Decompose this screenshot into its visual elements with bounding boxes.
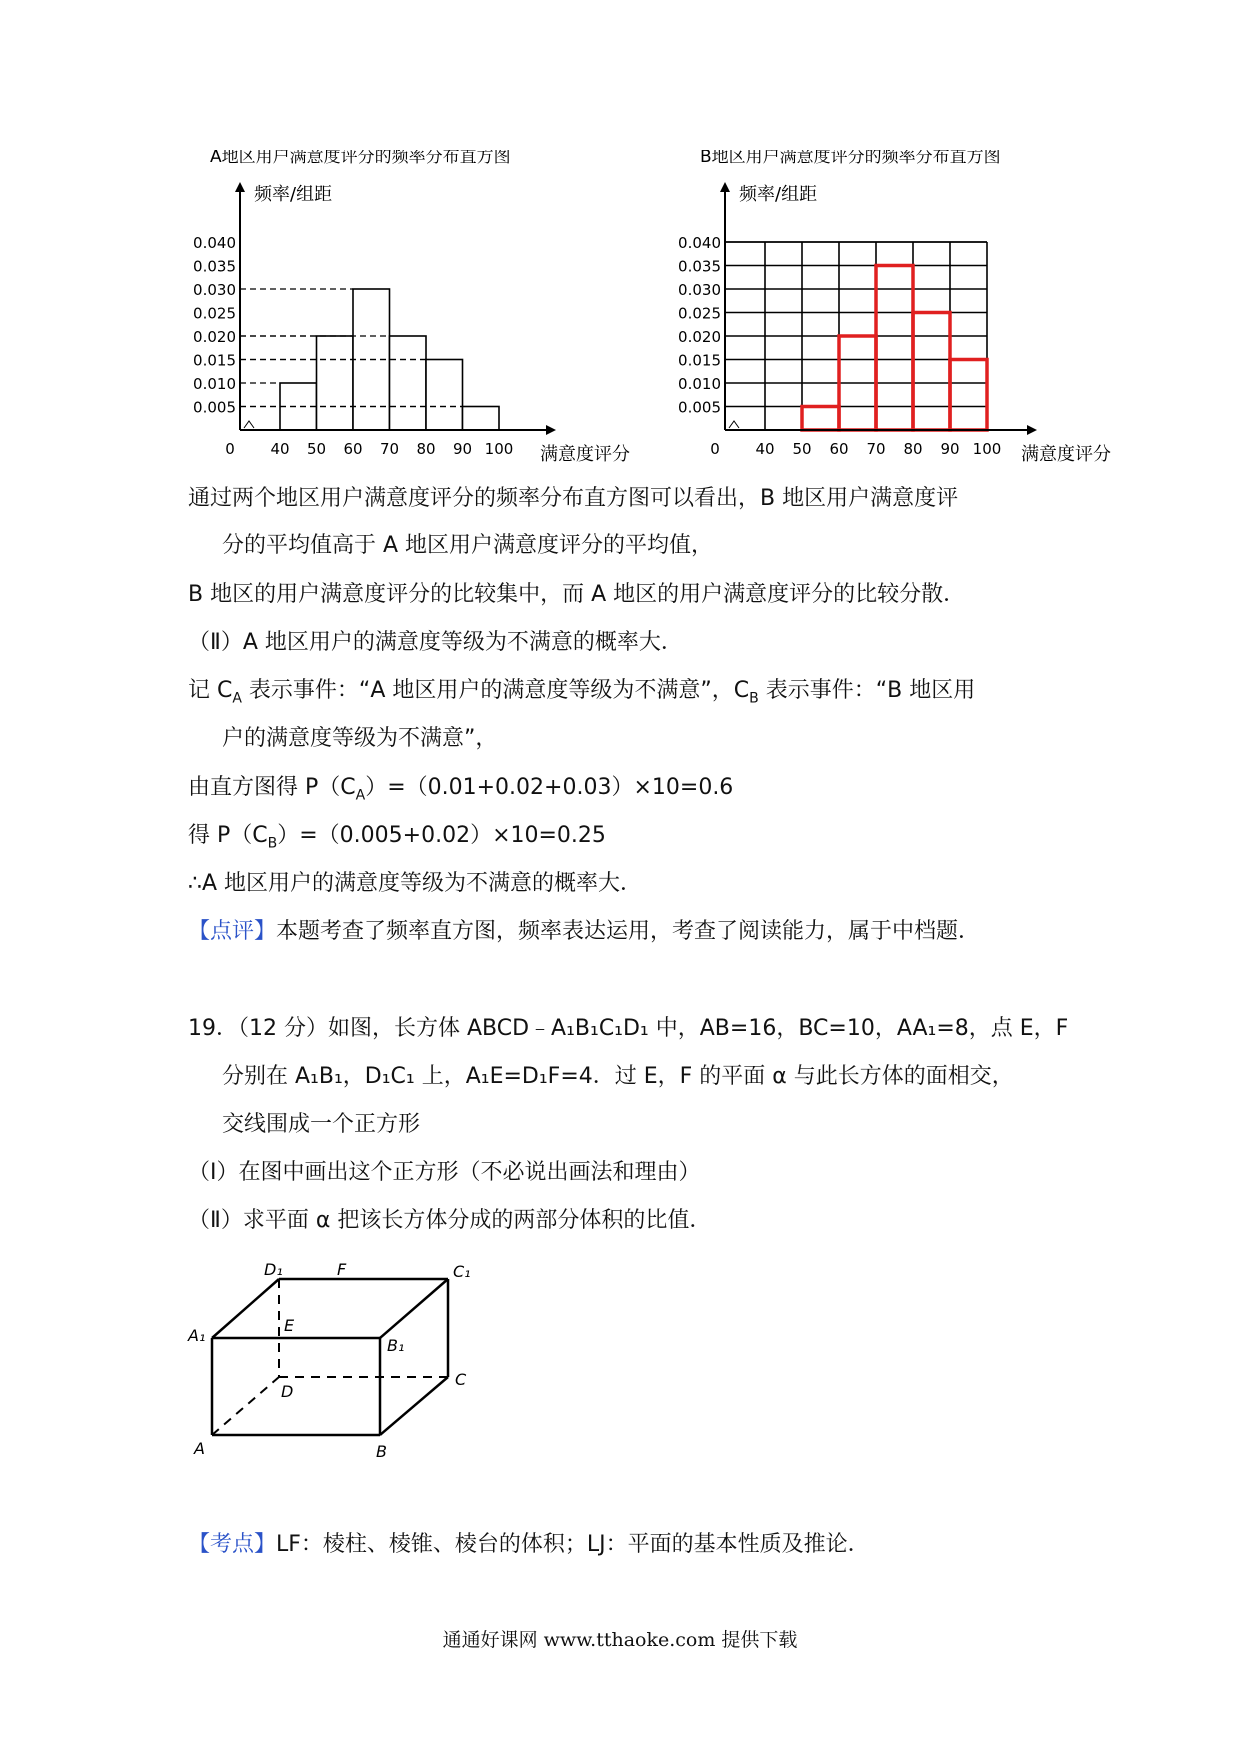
cuboid-svg bbox=[180, 1255, 500, 1465]
question-19-part-1: （Ⅰ）在图中画出这个正方形（不必说出画法和理由） bbox=[188, 1160, 701, 1185]
y-tick-label: 0.015 bbox=[678, 351, 721, 370]
label-b1: B₁ bbox=[387, 1336, 405, 1355]
y-tick-label: 0.025 bbox=[678, 304, 721, 323]
histogram-bar bbox=[317, 336, 354, 430]
y-tick-label: 0.010 bbox=[193, 375, 236, 393]
text-part: 表示事件：“B 地区用 bbox=[758, 678, 976, 703]
histogram-bar bbox=[426, 360, 463, 431]
histogram-bar bbox=[463, 407, 500, 431]
keypoint-tag: 【考点】 bbox=[188, 1532, 277, 1557]
y-tick-label: 0.035 bbox=[193, 257, 236, 276]
text-part: 由直方图得 P（C bbox=[188, 775, 356, 800]
x-tick-label: 90 bbox=[940, 440, 960, 458]
solution-line-1: 通过两个地区用户满意度评分的频率分布直方图可以看出，B 地区用户满意度评 bbox=[188, 486, 959, 511]
histogram-a-svg bbox=[190, 150, 650, 480]
question-19-part-2: （Ⅱ）求平面 α 把该长方体分成的两部分体积的比值． bbox=[188, 1208, 712, 1233]
review-tag: 【点评】 bbox=[188, 919, 277, 944]
x-tick-label: 90 bbox=[452, 440, 473, 458]
question-19-line-1: 19．（12 分）如图，长方体 ABCD﹣A₁B₁C₁D₁ 中，AB=16，BC=10，AA₁=8，点 E，F bbox=[188, 1016, 1069, 1041]
x-axis-arrow bbox=[1027, 425, 1037, 435]
review-line bbox=[188, 917, 980, 947]
x-tick-label: 60 bbox=[343, 440, 363, 458]
y-tick-label: 0.015 bbox=[193, 351, 236, 370]
x-tick-label: 40 bbox=[755, 440, 775, 458]
x-tick-label: 50 bbox=[306, 440, 327, 458]
x-tick-label: 0 bbox=[225, 440, 235, 458]
text-part: ）=（0.005+0.02）×10=0.25 bbox=[277, 823, 606, 848]
x-axis-label: 满意度评分 bbox=[540, 444, 630, 465]
histogram-bar bbox=[802, 407, 839, 431]
y-tick-label: 0.040 bbox=[678, 234, 721, 252]
histogram-b-svg bbox=[675, 150, 1155, 480]
label-d: D bbox=[281, 1382, 294, 1401]
x-tick-label: 70 bbox=[866, 440, 886, 458]
solution-line-5 bbox=[188, 676, 975, 713]
y-axis-label: 频率/组距 bbox=[254, 184, 333, 205]
cuboid-figure bbox=[180, 1255, 500, 1465]
x-axis-label: 满意度评分 bbox=[1021, 444, 1111, 465]
y-tick-label: 0.040 bbox=[193, 234, 236, 252]
y-tick-label: 0.025 bbox=[193, 304, 236, 323]
chart-title: A地区用户满意度评分的频率分布直方图 bbox=[210, 150, 511, 167]
solution-line-3: B 地区的用户满意度评分的比较集中，而 A 地区的用户满意度评分的比较分散． bbox=[188, 582, 966, 607]
x-tick-label: 80 bbox=[903, 440, 923, 458]
keypoint-text: LF：棱柱、棱锥、棱台的体积；LJ：平面的基本性质及推论． bbox=[276, 1532, 870, 1557]
review-text: 本题考查了频率直方图，频率表达运用，考查了阅读能力，属于中档题． bbox=[276, 919, 981, 944]
label-b: B bbox=[376, 1442, 387, 1461]
label-e: E bbox=[284, 1316, 295, 1335]
histogram-bar bbox=[390, 336, 427, 430]
x-tick-label: 80 bbox=[416, 440, 436, 458]
edge-bc bbox=[380, 1377, 448, 1435]
y-tick-label: 0.005 bbox=[193, 398, 236, 417]
label-d1: D₁ bbox=[264, 1260, 283, 1279]
solution-line-4: （Ⅱ）A 地区用户的满意度等级为不满意的概率大． bbox=[188, 630, 683, 655]
text-part: ）=（0.01+0.02+0.03）×10=0.6 bbox=[365, 775, 734, 800]
keypoint-line bbox=[188, 1530, 870, 1560]
axis-break-mark bbox=[244, 421, 254, 428]
subscript: B bbox=[749, 690, 759, 707]
histogram-bar bbox=[950, 360, 987, 431]
y-tick-label: 0.020 bbox=[193, 328, 236, 346]
solution-line-8 bbox=[188, 821, 606, 858]
solution-line-7 bbox=[188, 773, 733, 810]
subscript: A bbox=[232, 690, 242, 707]
y-tick-label: 0.010 bbox=[678, 375, 721, 393]
label-c: C bbox=[455, 1370, 467, 1389]
subscript: B bbox=[267, 835, 278, 852]
histogram-bar bbox=[876, 266, 913, 431]
y-tick-label: 0.030 bbox=[678, 281, 721, 299]
solution-line-6: 户的满意度等级为不满意”， bbox=[222, 726, 498, 751]
text-part: 表示事件：“A 地区用户的满意度等级为不满意”，C bbox=[241, 678, 750, 703]
text-part: 记 C bbox=[188, 678, 233, 703]
edge-b1c1 bbox=[380, 1279, 448, 1338]
y-tick-label: 0.005 bbox=[678, 398, 721, 417]
x-tick-label: 40 bbox=[270, 440, 290, 458]
histogram-b bbox=[675, 150, 1155, 480]
y-tick-label: 0.020 bbox=[678, 328, 721, 346]
label-a: A bbox=[194, 1439, 205, 1458]
edge-a1d1 bbox=[212, 1279, 279, 1338]
x-tick-label: 0 bbox=[710, 440, 720, 458]
text-part: 得 P（C bbox=[188, 823, 268, 848]
x-tick-label: 50 bbox=[792, 440, 812, 458]
subscript: A bbox=[355, 787, 366, 804]
page-footer: 通通好课网 www.tthaoke.com 提供下载 bbox=[442, 1629, 798, 1651]
y-axis-arrow bbox=[720, 182, 730, 192]
x-tick-label: 100 bbox=[972, 440, 1002, 458]
y-tick-label: 0.030 bbox=[193, 281, 236, 299]
y-axis-arrow bbox=[235, 182, 245, 192]
label-f: F bbox=[337, 1260, 347, 1279]
label-c1: C₁ bbox=[453, 1262, 471, 1281]
x-tick-label: 70 bbox=[379, 440, 400, 458]
axis-break-mark bbox=[729, 421, 739, 428]
y-tick-label: 0.035 bbox=[678, 257, 721, 276]
label-a1: A₁ bbox=[188, 1326, 206, 1345]
solution-line-9: ∴A 地区用户的满意度等级为不满意的概率大． bbox=[188, 871, 643, 896]
x-tick-label: 60 bbox=[829, 440, 849, 458]
x-tick-label: 100 bbox=[484, 440, 514, 458]
solution-line-2: 分的平均值高于 A 地区用户满意度评分的平均值， bbox=[222, 533, 714, 558]
question-19-line-2: 分别在 A₁B₁，D₁C₁ 上，A₁E=D₁F=4．过 E，F 的平面 α 与此长方体的面相交， bbox=[222, 1064, 1014, 1089]
y-axis-label: 频率/组距 bbox=[739, 184, 818, 205]
chart-title: B地区用户满意度评分的频率分布直方图 bbox=[700, 150, 1001, 167]
x-axis-arrow bbox=[546, 425, 556, 435]
histogram-bar bbox=[913, 313, 950, 431]
edge-ad-hidden bbox=[212, 1377, 279, 1435]
question-19-line-3: 交线围成一个正方形 bbox=[222, 1112, 421, 1137]
histogram-a bbox=[190, 150, 650, 480]
